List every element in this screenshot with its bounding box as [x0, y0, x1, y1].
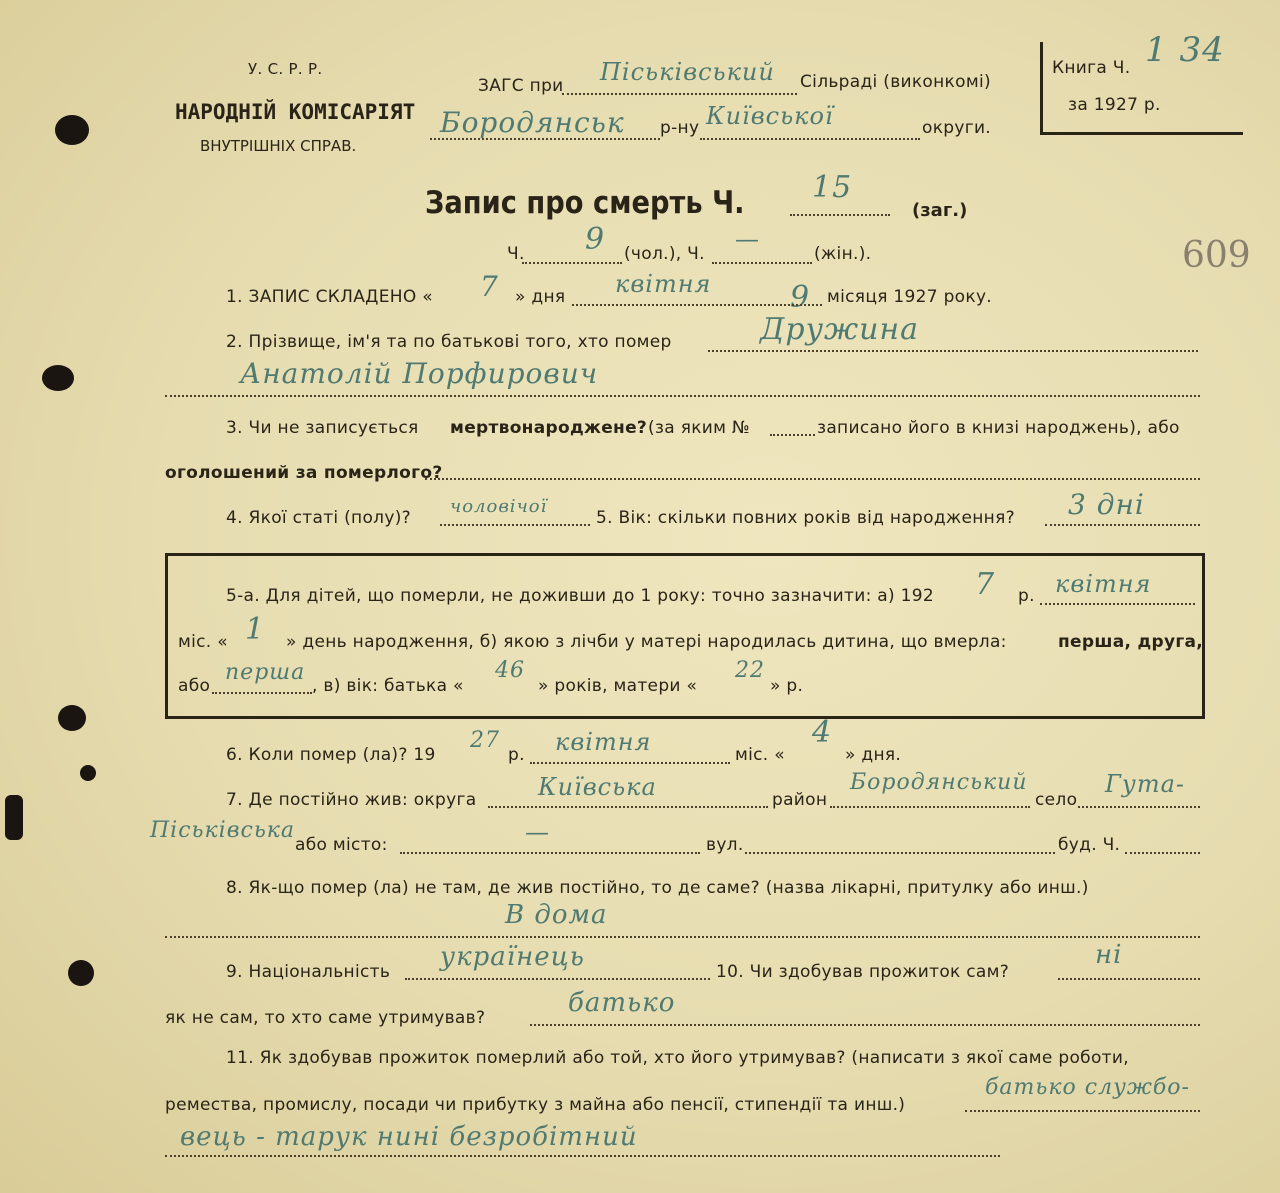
field10b-value: батько [568, 988, 676, 1018]
field5a-year-digit: 7 [975, 567, 996, 602]
female-label: (жін.). [814, 244, 872, 264]
field7-label: 7. Де постійно жив: округа [226, 790, 477, 810]
field6-r: р. [508, 745, 525, 765]
field10-value: ні [1095, 940, 1123, 970]
field7-selo2: Піськівська [150, 818, 296, 843]
paper-hole [80, 765, 96, 781]
field3-number-line [770, 434, 815, 436]
zags-value: Піськівський [600, 58, 775, 86]
field3-label: 3. Чи не записується [226, 418, 419, 438]
okrug-label: округи. [922, 118, 992, 138]
field5a-order-line [212, 692, 312, 694]
field6-end: » дня. [845, 745, 902, 765]
field7-selo-line [1078, 806, 1200, 808]
district-line [430, 138, 660, 140]
female-line [712, 262, 812, 264]
field7-misto-line [400, 852, 700, 854]
okrug-line [700, 138, 920, 140]
field5a-mother: 22 [735, 658, 765, 683]
field5a-day: 1 [245, 612, 266, 647]
field1-suffix: місяця 1927 року. [827, 287, 993, 307]
field9-line [405, 978, 710, 980]
male-line [522, 262, 622, 264]
paper-hole [55, 115, 89, 145]
paper-hole [68, 960, 94, 986]
field7-bud-line [1125, 852, 1200, 854]
field1-day: 7 [480, 270, 499, 303]
field10b-label: як не сам, то хто саме утримував? [165, 1008, 486, 1028]
male-label: (чол.), Ч. [624, 244, 705, 264]
field6-day: 4 [812, 715, 833, 750]
field1-month: квітня [615, 270, 712, 298]
field5-value: 3 дні [1068, 488, 1145, 521]
field11-line2: ремества, промислу, посади чи прибутку з майна або пенсії, стипендії та инш.) [165, 1095, 906, 1115]
field10-line [1058, 978, 1200, 980]
field5a-month: квітня [1055, 570, 1152, 598]
field3-declared: оголошений за померлого? [165, 463, 443, 483]
field4-line [440, 524, 590, 526]
ministry-title: НАРОДНІЙ КОМІСАРІЯТ [175, 100, 416, 124]
republic-label: У. С. Р. Р. [248, 60, 323, 78]
field10b-line [530, 1024, 1200, 1026]
field11-line1: 11. Як здобував прожиток померлий або той, хто його утримував? (написати з якої саме роботи, [226, 1048, 1129, 1068]
field1-month-num: 9 [790, 280, 811, 315]
field3-line [425, 478, 1200, 480]
field2-surname: Дружина [760, 312, 920, 347]
field5-line [1045, 524, 1200, 526]
field5a-order: перша [225, 660, 306, 685]
field7-selo-label: село [1035, 790, 1078, 810]
field6-month: квітня [555, 728, 652, 756]
field11-value1: батько службо- [985, 1075, 1190, 1100]
field1-line [572, 304, 822, 306]
zags-label: ЗАГС при [478, 76, 564, 96]
field9-label: 9. Національність [226, 962, 391, 982]
record-title: Запис про смерть Ч. [425, 185, 745, 221]
field7-okrug: Київська [538, 773, 657, 801]
book-value: 1 34 [1145, 30, 1225, 70]
field7-misto: — [525, 818, 550, 846]
field5a-options: перша, друга, [1058, 632, 1204, 652]
field9-value: українець [440, 942, 585, 972]
field3-stillborn: мертвонароджене? [450, 418, 648, 438]
field5a-father-label: , в) вік: батька « [312, 676, 464, 696]
field7-misto-label: або місто: [295, 835, 388, 855]
district-label: р-ну [660, 118, 700, 138]
paper-hole [42, 365, 74, 391]
field7-vul-label: вул. [706, 835, 744, 855]
field8-value: В дома [505, 900, 608, 930]
book-label: Книга Ч. [1052, 58, 1131, 78]
field8-line [165, 936, 1200, 938]
male-count: 9 [585, 222, 606, 257]
field5a-end: » р. [770, 676, 804, 696]
field5a-line2: » день народження, б) якою з лічби у матері народилась дитина, що вмерла: [286, 632, 1007, 652]
field11-line-b [165, 1155, 1000, 1157]
field7-selo: Гута- [1105, 770, 1185, 798]
field7-okrug-line [488, 806, 768, 808]
record-number-line [790, 214, 890, 216]
field5a-month-line [1040, 603, 1195, 605]
field8-label: 8. Як-що помер (ла) не там, де жив постійно, то де саме? (назва лікарні, притулку або инш.) [226, 878, 1089, 898]
field5a-father: 46 [495, 658, 525, 683]
field5a-mis: міс. « [178, 632, 228, 652]
field4-label: 4. Якої статі (полу)? [226, 508, 411, 528]
paper-hole [5, 795, 23, 840]
field5a-mother-label: » років, матери « [538, 676, 698, 696]
field11-line-a [965, 1110, 1200, 1112]
field2-label: 2. Прізвище, ім'я та по батькові того, хто помер [226, 332, 672, 352]
field2-name: Анатолій Порфирович [240, 357, 599, 390]
field7-vul-line [745, 852, 1055, 854]
field6-year: 27 [470, 728, 500, 753]
ministry-subtitle: ВНУТРІШНІХ СПРАВ. [200, 137, 357, 155]
field5a-r: р. [1018, 586, 1035, 606]
council-label: Сільраді (виконкомі) [800, 72, 991, 92]
field5a-line1: 5-а. Для дітей, що померли, не доживши до 1 року: точно зазначити: а) 192 [226, 586, 935, 606]
stamp-number: 609 [1182, 235, 1251, 276]
field5-label: 5. Вік: скільки повних років від народження? [596, 508, 1015, 528]
field7-rayon: Бородянський [850, 770, 1028, 795]
record-suffix: (заг.) [912, 200, 968, 221]
field6-mis: міс. « [735, 745, 785, 765]
field5a-abo: або [178, 676, 211, 696]
field4-value: чоловічої [450, 496, 548, 517]
paper-hole [58, 705, 86, 731]
field2-line [708, 350, 1198, 352]
field3-mid: (за яким № [648, 418, 750, 438]
zags-line [562, 93, 797, 95]
field2-line2 [165, 395, 1200, 397]
okrug-value: Київської [706, 102, 834, 130]
field7-rayon-label: район [772, 790, 828, 810]
field11-value2: вець - тарук нині безробітний [180, 1122, 638, 1152]
book-year: за 1927 р. [1068, 95, 1161, 115]
field1-prefix: 1. ЗАПИС СКЛАДЕНО « [226, 287, 433, 307]
district-value: Бородянськ [440, 106, 625, 139]
field10-label: 10. Чи здобував прожиток сам? [716, 962, 1010, 982]
field6-label: 6. Коли помер (ла)? 19 [226, 745, 436, 765]
female-count: — [735, 225, 760, 253]
record-number: 15 [812, 170, 853, 205]
field6-month-line [530, 762, 730, 764]
field7-bud-label: буд. Ч. [1058, 835, 1121, 855]
field7-rayon-line [830, 806, 1030, 808]
subtitle-ch: Ч. [507, 244, 525, 264]
field1-mid: » дня [515, 287, 566, 307]
field3-end: записано його в книзі народжень), або [817, 418, 1180, 438]
